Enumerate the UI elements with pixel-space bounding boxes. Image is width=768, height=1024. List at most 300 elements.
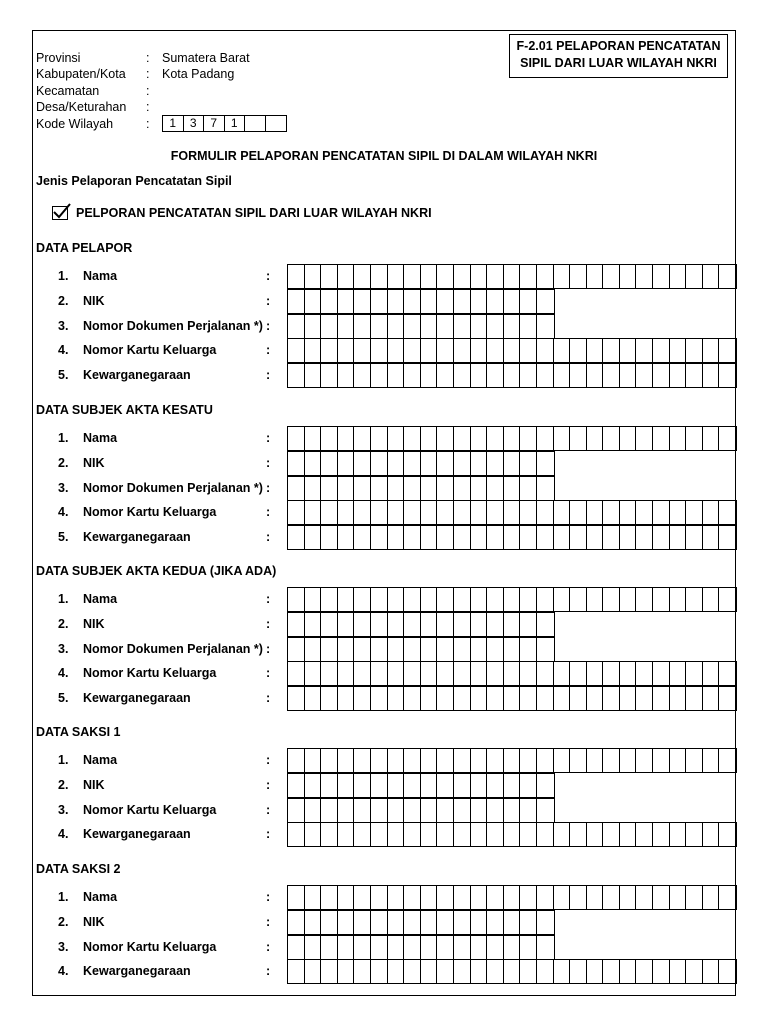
character-box[interactable]	[454, 265, 471, 288]
character-box[interactable]	[404, 799, 421, 822]
character-box[interactable]	[520, 364, 537, 387]
character-box[interactable]	[487, 339, 504, 362]
character-box[interactable]	[537, 339, 554, 362]
character-box[interactable]	[338, 749, 355, 772]
character-box[interactable]	[537, 774, 554, 797]
character-box[interactable]	[371, 886, 388, 909]
character-box[interactable]	[703, 526, 720, 549]
character-box[interactable]	[371, 265, 388, 288]
character-box[interactable]	[437, 960, 454, 983]
kabupaten-value[interactable]: Kota Padang	[162, 67, 235, 81]
character-box[interactable]	[305, 452, 322, 475]
character-box[interactable]	[719, 823, 736, 846]
character-box[interactable]	[703, 588, 720, 611]
character-box[interactable]	[471, 501, 488, 524]
character-box[interactable]	[471, 823, 488, 846]
character-box[interactable]	[371, 687, 388, 710]
character-box[interactable]	[338, 364, 355, 387]
character-box[interactable]	[371, 613, 388, 636]
character-box[interactable]	[288, 290, 305, 313]
character-box[interactable]	[636, 427, 653, 450]
character-box[interactable]	[321, 662, 338, 685]
character-box[interactable]	[338, 774, 355, 797]
character-box[interactable]	[437, 613, 454, 636]
character-box[interactable]	[305, 427, 322, 450]
character-box[interactable]	[620, 588, 637, 611]
character-box[interactable]	[554, 501, 571, 524]
character-box[interactable]	[653, 265, 670, 288]
character-box[interactable]	[305, 687, 322, 710]
character-box[interactable]	[487, 265, 504, 288]
character-box[interactable]	[554, 265, 571, 288]
character-box[interactable]	[437, 638, 454, 661]
character-box[interactable]	[404, 526, 421, 549]
character-box[interactable]	[686, 886, 703, 909]
character-box[interactable]	[305, 339, 322, 362]
character-box[interactable]	[587, 501, 604, 524]
character-box[interactable]	[471, 452, 488, 475]
character-box[interactable]	[388, 687, 405, 710]
character-box[interactable]	[288, 588, 305, 611]
character-box[interactable]	[537, 936, 554, 959]
character-box[interactable]	[554, 749, 571, 772]
character-box[interactable]	[653, 749, 670, 772]
character-box[interactable]	[703, 427, 720, 450]
character-box[interactable]	[371, 364, 388, 387]
character-box[interactable]	[371, 339, 388, 362]
character-box[interactable]	[288, 526, 305, 549]
character-box[interactable]	[421, 662, 438, 685]
character-box[interactable]	[388, 823, 405, 846]
character-box[interactable]	[471, 364, 488, 387]
character-box[interactable]	[404, 588, 421, 611]
character-box[interactable]	[554, 886, 571, 909]
character-box[interactable]	[404, 936, 421, 959]
character-box[interactable]	[288, 749, 305, 772]
kode-wilayah-digit[interactable]: 3	[184, 116, 205, 131]
character-box[interactable]	[620, 960, 637, 983]
character-box[interactable]	[653, 501, 670, 524]
character-box[interactable]	[354, 960, 371, 983]
character-box[interactable]	[670, 662, 687, 685]
character-box[interactable]	[371, 452, 388, 475]
character-box[interactable]	[437, 427, 454, 450]
character-box[interactable]	[719, 339, 736, 362]
character-box[interactable]	[305, 823, 322, 846]
character-box[interactable]	[520, 687, 537, 710]
character-box[interactable]	[653, 588, 670, 611]
character-box[interactable]	[454, 960, 471, 983]
character-box[interactable]	[437, 452, 454, 475]
character-box[interactable]	[338, 613, 355, 636]
character-box[interactable]	[487, 452, 504, 475]
character-box[interactable]	[321, 588, 338, 611]
character-box[interactable]	[520, 911, 537, 934]
character-box[interactable]	[719, 960, 736, 983]
character-box[interactable]	[371, 427, 388, 450]
character-box[interactable]	[719, 886, 736, 909]
character-box[interactable]	[686, 265, 703, 288]
character-box[interactable]	[354, 749, 371, 772]
character-box[interactable]	[305, 886, 322, 909]
character-box[interactable]	[371, 477, 388, 500]
character-box[interactable]	[520, 749, 537, 772]
character-box[interactable]	[504, 526, 521, 549]
character-box[interactable]	[388, 290, 405, 313]
character-box[interactable]	[603, 662, 620, 685]
character-box[interactable]	[388, 749, 405, 772]
character-box[interactable]	[354, 339, 371, 362]
character-box[interactable]	[338, 662, 355, 685]
character-box[interactable]	[321, 749, 338, 772]
character-box[interactable]	[454, 911, 471, 934]
character-box[interactable]	[388, 315, 405, 338]
character-box[interactable]	[288, 265, 305, 288]
character-box[interactable]	[620, 427, 637, 450]
character-box[interactable]	[504, 315, 521, 338]
character-box[interactable]	[520, 427, 537, 450]
character-box[interactable]	[603, 364, 620, 387]
character-box[interactable]	[371, 774, 388, 797]
character-box[interactable]	[636, 662, 653, 685]
character-box[interactable]	[620, 687, 637, 710]
character-box[interactable]	[338, 687, 355, 710]
character-box[interactable]	[354, 662, 371, 685]
character-box[interactable]	[636, 526, 653, 549]
character-box[interactable]	[305, 799, 322, 822]
character-box[interactable]	[504, 588, 521, 611]
character-box[interactable]	[454, 452, 471, 475]
character-box[interactable]	[587, 427, 604, 450]
character-box[interactable]	[471, 339, 488, 362]
character-box[interactable]	[338, 588, 355, 611]
character-box[interactable]	[354, 799, 371, 822]
character-box[interactable]	[603, 339, 620, 362]
character-box[interactable]	[371, 911, 388, 934]
character-box[interactable]	[537, 638, 554, 661]
character-box[interactable]	[487, 799, 504, 822]
character-box[interactable]	[520, 501, 537, 524]
character-box[interactable]	[454, 526, 471, 549]
character-box[interactable]	[437, 526, 454, 549]
character-box[interactable]	[504, 339, 521, 362]
character-box[interactable]	[421, 364, 438, 387]
character-box[interactable]	[305, 501, 322, 524]
character-box[interactable]	[670, 526, 687, 549]
character-box[interactable]	[354, 911, 371, 934]
character-box[interactable]	[321, 477, 338, 500]
character-box[interactable]	[537, 662, 554, 685]
character-box[interactable]	[404, 315, 421, 338]
character-box[interactable]	[338, 526, 355, 549]
character-box[interactable]	[686, 526, 703, 549]
character-box[interactable]	[620, 662, 637, 685]
character-box[interactable]	[537, 960, 554, 983]
character-box[interactable]	[388, 799, 405, 822]
character-box[interactable]	[686, 339, 703, 362]
character-box[interactable]	[321, 452, 338, 475]
character-box[interactable]	[537, 823, 554, 846]
character-box[interactable]	[471, 911, 488, 934]
character-box[interactable]	[404, 339, 421, 362]
character-box[interactable]	[487, 886, 504, 909]
character-box[interactable]	[354, 526, 371, 549]
character-box[interactable]	[570, 823, 587, 846]
character-box[interactable]	[454, 823, 471, 846]
character-box[interactable]	[554, 526, 571, 549]
character-box[interactable]	[471, 886, 488, 909]
character-box[interactable]	[653, 526, 670, 549]
character-box[interactable]	[670, 823, 687, 846]
character-box[interactable]	[371, 936, 388, 959]
character-box[interactable]	[554, 427, 571, 450]
character-box[interactable]	[388, 501, 405, 524]
character-box[interactable]	[636, 588, 653, 611]
character-box[interactable]	[437, 799, 454, 822]
character-box[interactable]	[620, 886, 637, 909]
character-box[interactable]	[487, 501, 504, 524]
character-box[interactable]	[570, 339, 587, 362]
character-box[interactable]	[603, 687, 620, 710]
character-box[interactable]	[587, 687, 604, 710]
character-box[interactable]	[288, 339, 305, 362]
character-box[interactable]	[719, 364, 736, 387]
character-box[interactable]	[454, 613, 471, 636]
character-box[interactable]	[653, 823, 670, 846]
character-box[interactable]	[487, 290, 504, 313]
character-box[interactable]	[421, 265, 438, 288]
character-box[interactable]	[421, 911, 438, 934]
character-box[interactable]	[686, 749, 703, 772]
character-box[interactable]	[404, 662, 421, 685]
character-box[interactable]	[338, 936, 355, 959]
character-box[interactable]	[471, 315, 488, 338]
character-box[interactable]	[288, 638, 305, 661]
character-box[interactable]	[653, 339, 670, 362]
character-box[interactable]	[487, 662, 504, 685]
character-box[interactable]	[404, 427, 421, 450]
character-box[interactable]	[421, 936, 438, 959]
character-box[interactable]	[354, 364, 371, 387]
character-box[interactable]	[686, 823, 703, 846]
character-box[interactable]	[570, 749, 587, 772]
character-box[interactable]	[520, 452, 537, 475]
character-box[interactable]	[404, 960, 421, 983]
character-box[interactable]	[338, 911, 355, 934]
character-box[interactable]	[354, 687, 371, 710]
character-box[interactable]	[504, 886, 521, 909]
character-box[interactable]	[471, 799, 488, 822]
character-box[interactable]	[388, 886, 405, 909]
character-box[interactable]	[636, 501, 653, 524]
character-box[interactable]	[670, 960, 687, 983]
character-box[interactable]	[388, 911, 405, 934]
character-box[interactable]	[421, 774, 438, 797]
character-box[interactable]	[537, 501, 554, 524]
character-box[interactable]	[437, 911, 454, 934]
character-box[interactable]	[321, 687, 338, 710]
character-box[interactable]	[520, 588, 537, 611]
character-box[interactable]	[437, 662, 454, 685]
character-box[interactable]	[404, 911, 421, 934]
character-box[interactable]	[437, 588, 454, 611]
kode-wilayah-digit[interactable]	[266, 116, 287, 131]
character-box[interactable]	[487, 687, 504, 710]
kode-wilayah-digit[interactable]: 1	[163, 116, 184, 131]
character-box[interactable]	[454, 662, 471, 685]
character-box[interactable]	[338, 452, 355, 475]
character-box[interactable]	[487, 477, 504, 500]
character-box[interactable]	[570, 501, 587, 524]
character-box[interactable]	[686, 960, 703, 983]
character-box[interactable]	[587, 265, 604, 288]
character-box[interactable]	[537, 613, 554, 636]
character-box[interactable]	[354, 936, 371, 959]
character-box[interactable]	[354, 886, 371, 909]
character-box[interactable]	[437, 886, 454, 909]
character-box[interactable]	[338, 315, 355, 338]
character-box[interactable]	[288, 960, 305, 983]
character-box[interactable]	[454, 687, 471, 710]
character-box[interactable]	[504, 774, 521, 797]
character-box[interactable]	[421, 526, 438, 549]
character-box[interactable]	[504, 960, 521, 983]
character-box[interactable]	[288, 501, 305, 524]
character-box[interactable]	[305, 613, 322, 636]
character-box[interactable]	[371, 799, 388, 822]
character-box[interactable]	[404, 823, 421, 846]
character-box[interactable]	[603, 886, 620, 909]
character-box[interactable]	[504, 687, 521, 710]
character-box[interactable]	[371, 526, 388, 549]
character-box[interactable]	[620, 364, 637, 387]
character-box[interactable]	[537, 886, 554, 909]
character-box[interactable]	[388, 452, 405, 475]
character-box[interactable]	[504, 427, 521, 450]
character-box[interactable]	[354, 613, 371, 636]
character-box[interactable]	[703, 687, 720, 710]
character-box[interactable]	[437, 501, 454, 524]
character-box[interactable]	[670, 339, 687, 362]
character-box[interactable]	[471, 526, 488, 549]
character-box[interactable]	[321, 960, 338, 983]
character-box[interactable]	[305, 749, 322, 772]
character-box[interactable]	[471, 774, 488, 797]
kode-wilayah-digit[interactable]: 1	[225, 116, 246, 131]
character-box[interactable]	[520, 613, 537, 636]
character-box[interactable]	[404, 638, 421, 661]
character-box[interactable]	[686, 427, 703, 450]
character-box[interactable]	[437, 265, 454, 288]
character-box[interactable]	[288, 452, 305, 475]
character-box[interactable]	[670, 364, 687, 387]
character-box[interactable]	[371, 823, 388, 846]
character-box[interactable]	[437, 364, 454, 387]
character-box[interactable]	[288, 774, 305, 797]
character-box[interactable]	[537, 315, 554, 338]
character-box[interactable]	[703, 886, 720, 909]
character-box[interactable]	[321, 315, 338, 338]
character-box[interactable]	[437, 936, 454, 959]
character-box[interactable]	[603, 501, 620, 524]
character-box[interactable]	[454, 638, 471, 661]
character-box[interactable]	[321, 364, 338, 387]
character-box[interactable]	[719, 265, 736, 288]
character-box[interactable]	[703, 501, 720, 524]
character-box[interactable]	[653, 427, 670, 450]
character-box[interactable]	[719, 501, 736, 524]
character-box[interactable]	[288, 662, 305, 685]
character-box[interactable]	[371, 501, 388, 524]
character-box[interactable]	[354, 315, 371, 338]
character-box[interactable]	[554, 364, 571, 387]
character-box[interactable]	[305, 774, 322, 797]
character-box[interactable]	[587, 749, 604, 772]
character-box[interactable]	[321, 774, 338, 797]
character-box[interactable]	[371, 290, 388, 313]
character-box[interactable]	[554, 823, 571, 846]
character-box[interactable]	[404, 501, 421, 524]
character-box[interactable]	[570, 886, 587, 909]
character-box[interactable]	[421, 501, 438, 524]
character-box[interactable]	[520, 638, 537, 661]
character-box[interactable]	[454, 886, 471, 909]
character-box[interactable]	[354, 427, 371, 450]
character-box[interactable]	[537, 364, 554, 387]
character-box[interactable]	[471, 265, 488, 288]
character-box[interactable]	[454, 427, 471, 450]
character-box[interactable]	[338, 265, 355, 288]
character-box[interactable]	[437, 339, 454, 362]
character-box[interactable]	[454, 501, 471, 524]
character-box[interactable]	[554, 662, 571, 685]
character-box[interactable]	[305, 911, 322, 934]
character-box[interactable]	[554, 687, 571, 710]
character-box[interactable]	[471, 638, 488, 661]
character-box[interactable]	[520, 662, 537, 685]
character-box[interactable]	[537, 290, 554, 313]
character-box[interactable]	[719, 588, 736, 611]
character-box[interactable]	[471, 613, 488, 636]
character-box[interactable]	[421, 315, 438, 338]
character-box[interactable]	[520, 960, 537, 983]
character-box[interactable]	[421, 290, 438, 313]
character-box[interactable]	[454, 290, 471, 313]
character-box[interactable]	[437, 290, 454, 313]
character-box[interactable]	[719, 687, 736, 710]
character-box[interactable]	[421, 823, 438, 846]
character-box[interactable]	[686, 662, 703, 685]
character-box[interactable]	[653, 886, 670, 909]
character-box[interactable]	[670, 687, 687, 710]
character-box[interactable]	[587, 662, 604, 685]
character-box[interactable]	[404, 265, 421, 288]
character-box[interactable]	[670, 749, 687, 772]
character-box[interactable]	[454, 315, 471, 338]
character-box[interactable]	[636, 960, 653, 983]
character-box[interactable]	[338, 886, 355, 909]
character-box[interactable]	[620, 501, 637, 524]
kode-wilayah-digit[interactable]	[245, 116, 266, 131]
character-box[interactable]	[554, 588, 571, 611]
character-box[interactable]	[454, 799, 471, 822]
character-box[interactable]	[321, 613, 338, 636]
character-box[interactable]	[703, 265, 720, 288]
character-box[interactable]	[570, 687, 587, 710]
character-box[interactable]	[719, 526, 736, 549]
character-box[interactable]	[520, 315, 537, 338]
character-box[interactable]	[321, 799, 338, 822]
